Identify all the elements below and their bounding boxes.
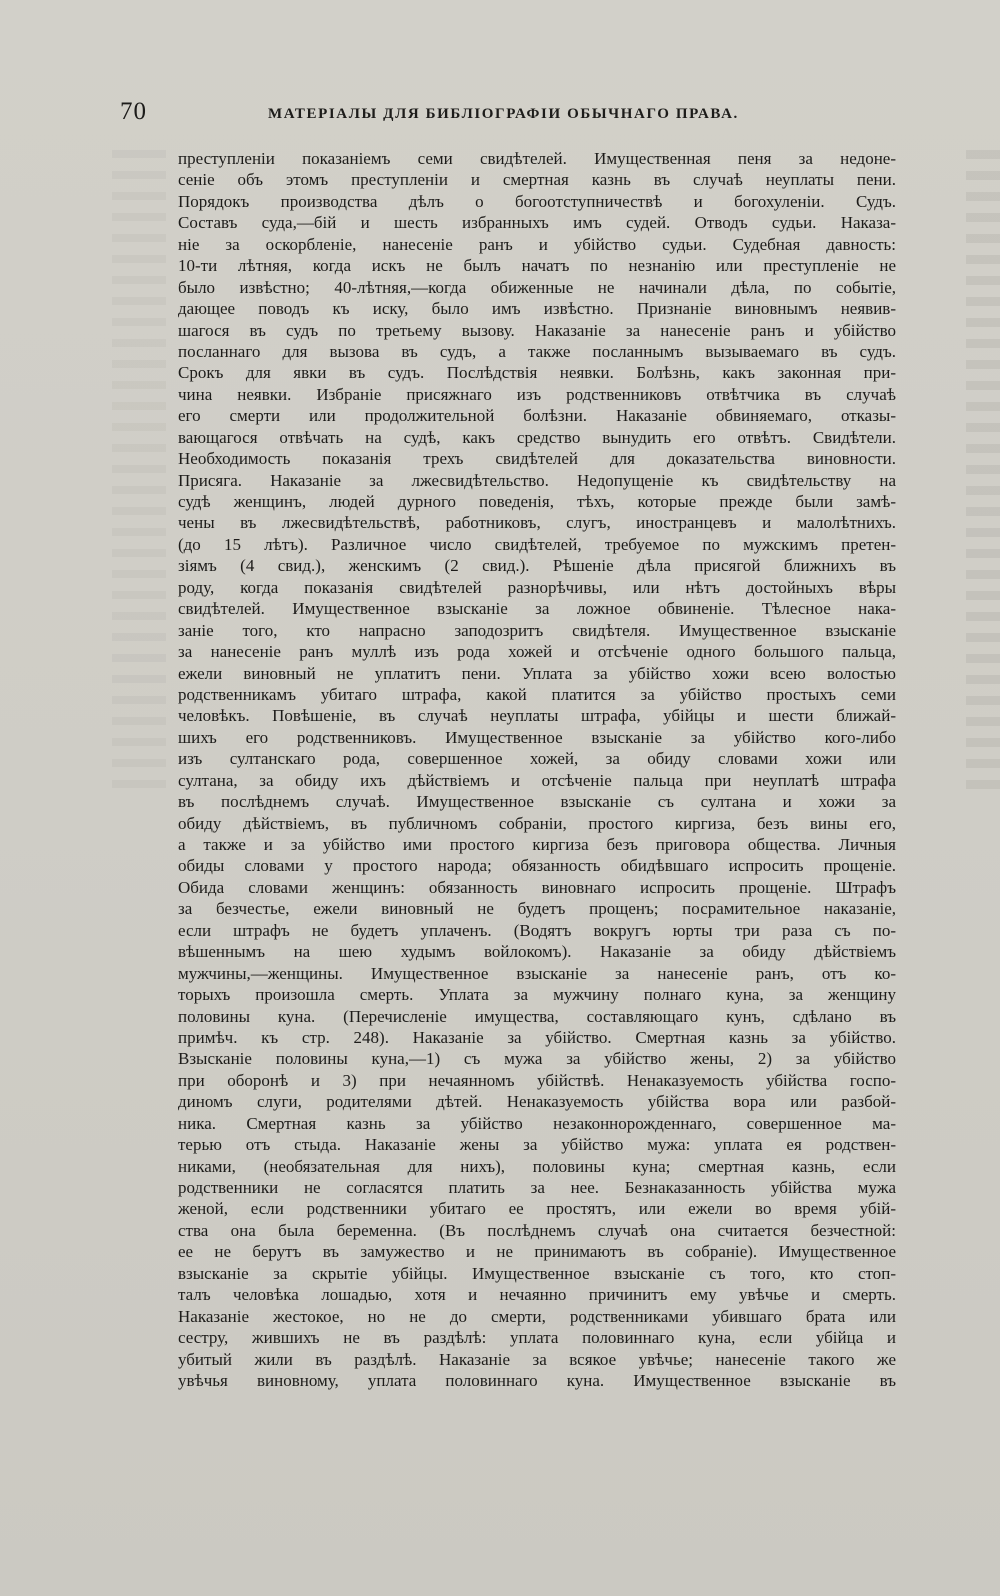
text-line: чены въ лжесвидѣтельствѣ, работниковъ, слугъ, иностранцевъ и малолѣтнихъ. — [178, 513, 896, 533]
text-line: при оборонѣ и 3) при нечаянномъ убійствѣ. Ненаказуемость убійства госпо- — [178, 1070, 896, 1090]
show-through-right — [966, 150, 1000, 790]
body-text — [178, 148, 896, 1391]
text-line: мужчины,—женщины. Имущественное взысканіе за нанесеніе ранъ, отъ ко- — [178, 963, 896, 983]
text-line: за безчестье, ежели виновный не будетъ прощенъ; посрамительное наказаніе, — [178, 899, 896, 919]
text-line: шагося въ судъ по третьему вызову. Наказаніе за нанесеніе ранъ и убійство — [178, 320, 896, 340]
text-line: обиду дѣйствіемъ, въ публичномъ собраніи, простого киргиза, безъ вины его, — [178, 813, 896, 833]
page-number: 70 — [120, 98, 147, 125]
text-line: въ послѣднемъ случаѣ. Имущественное взысканіе съ султана и хожи за — [178, 792, 896, 812]
text-line: ніе за оскорбленіе, нанесеніе ранъ и убійство судьи. Судебная давность: — [178, 234, 896, 254]
text-line: Составъ суда,—бій и шесть избранныхъ имъ судей. Отводъ судьи. Наказа- — [178, 213, 896, 233]
text-line: убитый жили въ раздѣлѣ. Наказаніе за всякое увѣчье; нанесеніе такого же — [178, 1349, 896, 1369]
text-line: родственникамъ убитаго штрафа, какой платится за убійство простыхъ семи — [178, 684, 896, 704]
text-line: взысканіе за скрытіе убійцы. Имущественное взысканіе съ того, кто стоп- — [178, 1263, 896, 1283]
text-line: Взысканіе половины куна,—1) съ мужа за убійство жены, 2) за убійство — [178, 1049, 896, 1069]
text-line: зіямъ (4 свид.), женскимъ (2 свид.). Рѣшеніе дѣла присягой ближнихъ въ — [178, 556, 896, 576]
text-line: терью отъ стыда. Наказаніе жены за убійство мужа: уплата ея родствен- — [178, 1135, 896, 1155]
text-line: никами, (необязательная для нихъ), половины куна; смертная казнь, если — [178, 1156, 896, 1176]
text-line: шихъ его родственниковъ. Имущественное взысканіе за убійство кого-либо — [178, 727, 896, 747]
text-line: посланнаго для вызова въ судъ, а также посланнымъ вызываемаго въ судъ. — [178, 341, 896, 361]
text-line: вающагося отвѣчать на судѣ, какъ средство вынудить его отвѣтъ. Свидѣтели. — [178, 427, 896, 447]
text-line: обиды словами у простого народа; обязанность обидѣвшаго испросить прощеніе. — [178, 856, 896, 876]
page-header — [120, 98, 900, 132]
text-line: (до 15 лѣтъ). Различное число свидѣтелей, требуемое по мужскимъ претен- — [178, 534, 896, 554]
text-line: Срокъ для явки въ судъ. Послѣдствія неявки. Болѣзнь, какъ законная при- — [178, 363, 896, 383]
text-line: его смерти или продолжительной болѣзни. Наказаніе обвиняемаго, отказы- — [178, 406, 896, 426]
text-line: а также и за убійство ими простого киргиза безъ приговора общества. Личныя — [178, 835, 896, 854]
text-line: изъ султанскаго рода, совершенное хожей, за обиду словами хожи или — [178, 749, 896, 769]
text-line: было извѣстно; 40-лѣтняя,—когда обиженные не начинали дѣла, по событіе, — [178, 277, 896, 297]
text-line: чина неявки. Избраніе присяжнаго изъ родственниковъ отвѣтчика въ случаѣ — [178, 384, 896, 404]
text-line: сестру, жившихъ не въ раздѣлѣ: уплата половиннаго куна, если убійца и — [178, 1328, 896, 1348]
text-line: заніе того, кто напрасно заподозритъ свидѣтеля. Имущественное взысканіе — [178, 620, 896, 640]
running-title: МАТЕРІАЛЫ ДЛЯ БИБЛІОГРАФІИ ОБЫЧНАГО ПРАВА. — [268, 106, 739, 122]
text-line: Присяга. Наказаніе за лжесвидѣтельство. Недопущеніе къ свидѣтельству на — [178, 470, 896, 490]
text-line: ства она была беременна. (Въ послѣднемъ случаѣ она считается безчестной: — [178, 1220, 896, 1240]
text-line: родственники не согласятся платить за нее. Безнаказанность убійства мужа — [178, 1178, 896, 1197]
text-line: примѣч. къ стр. 248). Наказаніе за убійство. Смертная казнь за убійство. — [178, 1027, 896, 1047]
text-line: ника. Смертная казнь за убійство незаконнорожденнаго, совершенное ма- — [178, 1113, 896, 1133]
text-line: судѣ женщинъ, людей дурного поведенія, тѣхъ, которые прежде были замѣ- — [178, 492, 896, 511]
text-line: 10-ти лѣтняя, когда искъ не былъ начатъ по незнанію или преступленіе не — [178, 256, 896, 276]
text-line: человѣкъ. Повѣшеніе, въ случаѣ неуплаты штрафа, убійцы и шести ближай- — [178, 706, 896, 726]
text-line: вѣшеннымъ на шею худымъ войлокомъ). Наказаніе за обиду дѣйствіемъ — [178, 942, 896, 962]
text-line: за нанесеніе ранъ муллѣ изъ рода хожей и отсѣченіе одного большого пальца, — [178, 642, 896, 662]
text-line: Порядокъ производства дѣлъ о богоотступничествѣ и богохуленіи. Судъ. — [178, 191, 896, 211]
text-line: Необходимость показанія трехъ свидѣтелей для доказательства виновности. — [178, 449, 896, 469]
text-line: торыхъ произошла смерть. Уплата за мужчину полнаго куна, за женщину — [178, 985, 896, 1005]
text-line: роду, когда показанія свидѣтелей разнорѣчивы, или нѣтъ достойныхъ вѣры — [178, 577, 896, 597]
text-line: ее не берутъ въ замужество и не принимаютъ въ собраніе). Имущественное — [178, 1242, 896, 1262]
text-line: Наказаніе жестокое, но не до смерти, родственниками убившаго брата или — [178, 1306, 896, 1326]
text-line: сеніе объ этомъ преступленіи и смертная казнь въ случаѣ неуплаты пени. — [178, 170, 896, 190]
text-line: дающее поводъ къ иску, было имъ извѣстно. Признаніе виновнымъ неявив- — [178, 299, 896, 319]
text-line: султана, за обиду ихъ дѣйствіемъ и отсѣченіе пальца при неуплатѣ штрафа — [178, 770, 896, 790]
text-line: если штрафъ не будетъ уплаченъ. (Водятъ вокругъ юрты три раза съ по- — [178, 920, 896, 940]
text-line: свидѣтелей. Имущественное взысканіе за ложное обвиненіе. Тѣлесное нака- — [178, 599, 896, 619]
text-line: ежели виновный не уплатитъ пени. Уплата за убійство хожи всею волостью — [178, 663, 896, 683]
text-line: диномъ слуги, родителями дѣтей. Ненаказуемость убійства вора или разбой- — [178, 1092, 896, 1112]
show-through-left — [112, 150, 166, 790]
text-line: женой, если родственники убитаго ее простятъ, или ежели во время убій- — [178, 1199, 896, 1219]
text-line: половины куна. (Перечисленіе имущества, составляющаго кунъ, сдѣлано въ — [178, 1006, 896, 1026]
text-line: преступленіи показаніемъ семи свидѣтелей. Имущественная пеня за недоне- — [178, 149, 896, 168]
text-line: талъ человѣка лошадью, хотя и нечаянно причинитъ ему увѣчье и смерть. — [178, 1285, 896, 1305]
text-line: Обида словами женщинъ: обязанность виновнаго испросить прощеніе. Штрафъ — [178, 877, 896, 897]
text-line: увѣчья виновному, уплата половиннаго куна. Имущественное взысканіе въ — [178, 1370, 896, 1390]
